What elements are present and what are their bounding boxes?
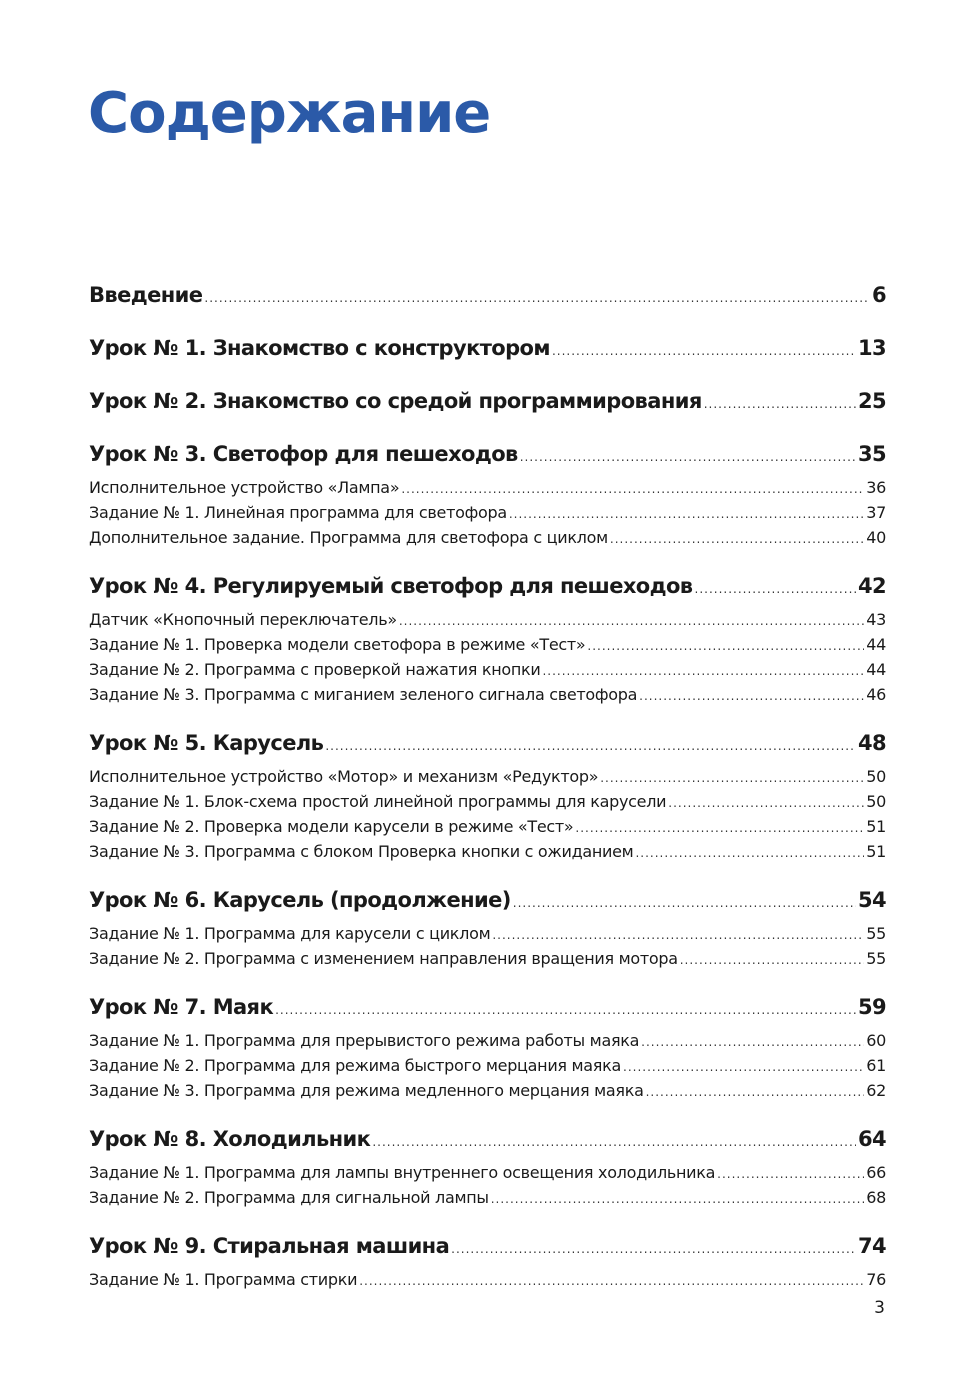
dot-leader: [641, 1030, 864, 1055]
page-number: 3: [874, 1298, 885, 1318]
dot-leader: [639, 684, 864, 709]
toc-entry-label: Исполнительное устройство «Лампа»: [89, 478, 400, 497]
toc-entry-page: 46: [866, 685, 886, 704]
toc-entry-label: Введение: [89, 283, 203, 307]
toc-entry-task[interactable]: [89, 657, 886, 682]
toc-entry-page: 13: [857, 336, 886, 360]
toc-entry-label: Урок № 9. Стиральная машина: [89, 1234, 450, 1258]
dot-leader: [552, 334, 856, 368]
toc-entry-lesson[interactable]: [89, 569, 886, 603]
dot-leader: [491, 1187, 865, 1212]
toc-entry-label: Урок № 8. Холодильник: [89, 1127, 371, 1151]
dot-leader: [575, 816, 864, 841]
dot-leader: [704, 387, 856, 421]
dot-leader: [717, 1162, 864, 1187]
dot-leader: [204, 281, 870, 315]
toc-entry-page: 59: [857, 995, 886, 1019]
toc-entry-page: 68: [866, 1188, 886, 1207]
toc-entry-label: Урок № 2. Знакомство со средой программирования: [89, 389, 702, 413]
toc-entry-page: 61: [866, 1056, 886, 1075]
toc-entry-label: Задание № 1. Блок-схема простой линейной программы для карусели: [89, 792, 667, 811]
toc-entry-task[interactable]: [89, 475, 886, 500]
toc-entry-label: Урок № 6. Карусель (продолжение): [89, 888, 511, 912]
table-of-contents: [89, 278, 886, 1292]
toc-entry-task[interactable]: [89, 632, 886, 657]
toc-entry-page: 64: [857, 1127, 886, 1151]
dot-leader: [668, 791, 864, 816]
toc-entry-task[interactable]: [89, 1185, 886, 1210]
toc-entry-page: 43: [866, 610, 886, 629]
toc-entry-page: 6: [871, 283, 886, 307]
toc-entry-label: Урок № 3. Светофор для пешеходов: [89, 442, 518, 466]
dot-leader: [399, 609, 864, 634]
dot-leader: [509, 502, 864, 527]
toc-entry-page: 76: [866, 1270, 886, 1289]
toc-entry-task[interactable]: [89, 1053, 886, 1078]
toc-entry-page: 36: [866, 478, 886, 497]
toc-entry-page: 62: [866, 1081, 886, 1100]
toc-entry-page: 54: [857, 888, 886, 912]
toc-entry-lesson[interactable]: [89, 726, 886, 760]
toc-entry-page: 74: [857, 1234, 886, 1258]
toc-entry-task[interactable]: [89, 1160, 886, 1185]
dot-leader: [401, 477, 864, 502]
dot-leader: [623, 1055, 864, 1080]
page-title: Содержание: [88, 81, 491, 146]
toc-entry-page: 48: [857, 731, 886, 755]
toc-entry-label: Задание № 1. Программа для прерывистого режима работы маяка: [89, 1031, 640, 1050]
dot-leader: [325, 729, 856, 763]
toc-entry-label: Задание № 3. Программа с блоком Проверка кнопки с ожиданием: [89, 842, 634, 861]
toc-entry-page: 44: [866, 635, 886, 654]
toc-entry-label: Задание № 1. Программа для карусели с циклом: [89, 924, 491, 943]
toc-entry-label: Задание № 1. Программа стирки: [89, 1270, 358, 1289]
toc-entry-lesson[interactable]: [89, 990, 886, 1024]
toc-entry-label: Задание № 1. Проверка модели светофора в режиме «Тест»: [89, 635, 586, 654]
dot-leader: [542, 659, 864, 684]
toc-entry-label: Задание № 3. Программа для режима медленного мерцания маяка: [89, 1081, 644, 1100]
toc-entry-label: Исполнительное устройство «Мотор» и механизм «Редуктор»: [89, 767, 599, 786]
toc-entry-page: 44: [866, 660, 886, 679]
toc-entry-task[interactable]: [89, 814, 886, 839]
toc-entry-intro[interactable]: [89, 278, 886, 312]
toc-entry-task[interactable]: [89, 789, 886, 814]
dot-leader: [451, 1232, 856, 1266]
toc-entry-page: 37: [866, 503, 886, 522]
toc-entry-page: 40: [866, 528, 886, 547]
dot-leader: [680, 948, 865, 973]
toc-entry-lesson[interactable]: [89, 883, 886, 917]
toc-entry-page: 60: [866, 1031, 886, 1050]
toc-entry-label: Задание № 1. Программа для лампы внутреннего освещения холодильника: [89, 1163, 716, 1182]
toc-entry-task[interactable]: [89, 946, 886, 971]
toc-entry-task[interactable]: [89, 921, 886, 946]
toc-entry-page: 50: [866, 767, 886, 786]
toc-entry-label: Урок № 7. Маяк: [89, 995, 274, 1019]
toc-entry-label: Урок № 4. Регулируемый светофор для пешеходов: [89, 574, 693, 598]
toc-entry-page: 55: [866, 949, 886, 968]
toc-entry-lesson[interactable]: [89, 384, 886, 418]
dot-leader: [359, 1269, 864, 1294]
toc-entry-page: 25: [857, 389, 886, 413]
dot-leader: [610, 527, 864, 552]
toc-entry-task[interactable]: [89, 764, 886, 789]
dot-leader: [275, 993, 856, 1027]
toc-entry-task[interactable]: [89, 839, 886, 864]
toc-entry-lesson[interactable]: [89, 1229, 886, 1263]
toc-entry-label: Задание № 1. Линейная программа для светофора: [89, 503, 507, 522]
dot-leader: [587, 634, 864, 659]
toc-entry-page: 66: [866, 1163, 886, 1182]
toc-entry-task[interactable]: [89, 500, 886, 525]
dot-leader: [646, 1080, 865, 1105]
toc-entry-page: 51: [866, 842, 886, 861]
dot-leader: [635, 841, 864, 866]
toc-entry-label: Задание № 2. Программа для сигнальной лампы: [89, 1188, 489, 1207]
toc-entry-page: 42: [857, 574, 886, 598]
toc-entry-label: Урок № 1. Знакомство с конструктором: [89, 336, 550, 360]
dot-leader: [695, 572, 856, 606]
dot-leader: [600, 766, 864, 791]
toc-entry-label: Задание № 2. Проверка модели карусели в режиме «Тест»: [89, 817, 574, 836]
toc-entry-page: 50: [866, 792, 886, 811]
toc-entry-label: Задание № 3. Программа с миганием зеленого сигнала светофора: [89, 685, 638, 704]
toc-entry-lesson[interactable]: [89, 437, 886, 471]
toc-entry-lesson[interactable]: [89, 1122, 886, 1156]
toc-entry-label: Задание № 2. Программа с проверкой нажатия кнопки: [89, 660, 541, 679]
dot-leader: [513, 886, 856, 920]
toc-entry-label: Задание № 2. Программа с изменением направления вращения мотора: [89, 949, 678, 968]
toc-entry-lesson[interactable]: [89, 331, 886, 365]
toc-entry-task[interactable]: [89, 1028, 886, 1053]
dot-leader: [492, 923, 864, 948]
toc-entry-task[interactable]: [89, 1267, 886, 1292]
toc-entry-label: Датчик «Кнопочный переключатель»: [89, 610, 397, 629]
toc-entry-label: Задание № 2. Программа для режима быстрого мерцания маяка: [89, 1056, 621, 1075]
toc-entry-label: Дополнительное задание. Программа для светофора с циклом: [89, 528, 608, 547]
toc-entry-task[interactable]: [89, 607, 886, 632]
toc-entry-task[interactable]: [89, 525, 886, 550]
toc-entry-task[interactable]: [89, 682, 886, 707]
dot-leader: [520, 440, 856, 474]
toc-entry-page: 55: [866, 924, 886, 943]
toc-entry-label: Урок № 5. Карусель: [89, 731, 324, 755]
toc-entry-page: 51: [866, 817, 886, 836]
toc-entry-page: 35: [857, 442, 886, 466]
dot-leader: [372, 1125, 856, 1159]
toc-entry-task[interactable]: [89, 1078, 886, 1103]
